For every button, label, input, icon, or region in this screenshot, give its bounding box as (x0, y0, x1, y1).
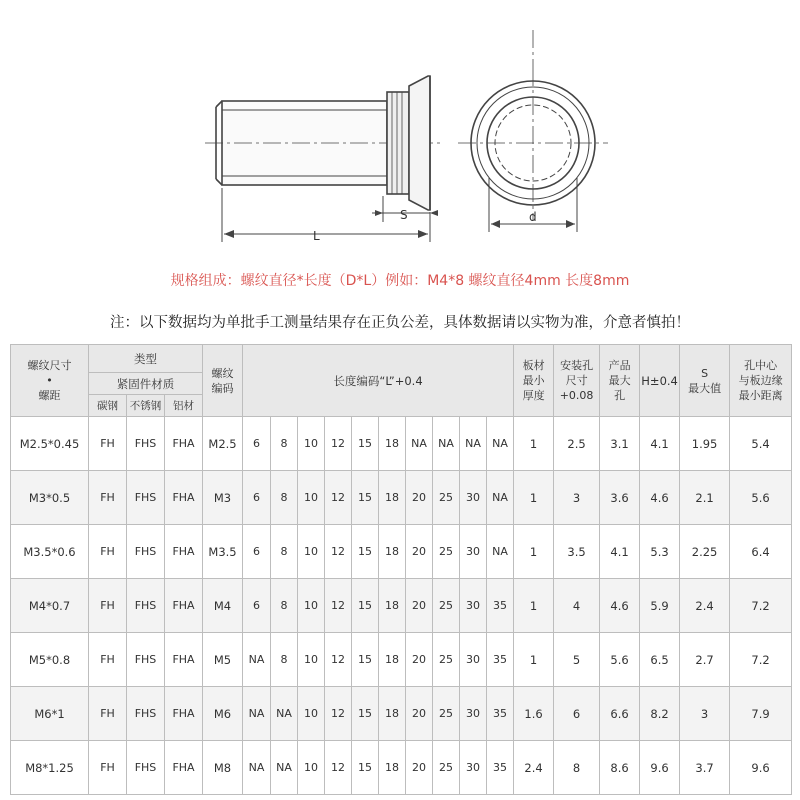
cell-edge-distance: 7.9 (730, 687, 792, 741)
cell-length: 25 (433, 579, 460, 633)
cell-length: 10 (298, 417, 325, 471)
cell-length: 20 (406, 579, 433, 633)
cell-product-max-hole: 8.6 (600, 741, 640, 795)
cell-length: 12 (325, 525, 352, 579)
cell-s-max: 3.7 (680, 741, 730, 795)
cell-h: 5.9 (640, 579, 680, 633)
cell-thread-size: M4*0.7 (11, 579, 89, 633)
table-row (11, 471, 792, 525)
cell-length: 25 (433, 633, 460, 687)
cell-length: NA (243, 741, 271, 795)
cell-length: NA (460, 417, 487, 471)
cell-thread-code: M8 (203, 741, 243, 795)
cell-length: 20 (406, 687, 433, 741)
cell-install-hole: 4 (554, 579, 600, 633)
cell-product-max-hole: 4.1 (600, 525, 640, 579)
cell-type: FHA (165, 579, 203, 633)
cell-length: 15 (352, 471, 379, 525)
header-stainless: 不锈钢 (127, 395, 165, 417)
cell-plate-thickness: 1 (514, 471, 554, 525)
cell-length: 12 (325, 471, 352, 525)
cell-install-hole: 6 (554, 687, 600, 741)
cell-plate-thickness: 2.4 (514, 741, 554, 795)
cell-length: 6 (243, 525, 271, 579)
cell-length: 18 (379, 417, 406, 471)
header-type: 类型 (89, 345, 203, 373)
cell-edge-distance: 6.4 (730, 525, 792, 579)
table-row (11, 525, 792, 579)
cell-length: 30 (460, 633, 487, 687)
cell-type: FH (89, 687, 127, 741)
s-dimension-label: S (400, 208, 408, 222)
header-carbon-steel: 碳钢 (89, 395, 127, 417)
cell-length: 18 (379, 741, 406, 795)
cell-h: 5.3 (640, 525, 680, 579)
cell-type: FH (89, 525, 127, 579)
cell-install-hole: 3.5 (554, 525, 600, 579)
cell-s-max: 2.25 (680, 525, 730, 579)
cell-h: 9.6 (640, 741, 680, 795)
cell-length: 15 (352, 417, 379, 471)
cell-product-max-hole: 5.6 (600, 633, 640, 687)
table-row (11, 633, 792, 687)
cell-length: 12 (325, 633, 352, 687)
cell-length: 8 (271, 525, 298, 579)
cell-length: NA (243, 633, 271, 687)
cell-length: 6 (243, 417, 271, 471)
cell-length: NA (433, 417, 460, 471)
cell-product-max-hole: 6.6 (600, 687, 640, 741)
stud-head (409, 76, 430, 210)
cell-length: 18 (379, 687, 406, 741)
cell-h: 8.2 (640, 687, 680, 741)
cell-length: 10 (298, 741, 325, 795)
cell-length: 25 (433, 471, 460, 525)
cell-length: 30 (460, 741, 487, 795)
cell-type: FH (89, 633, 127, 687)
cell-length: 25 (433, 687, 460, 741)
cell-length: 10 (298, 471, 325, 525)
cell-type: FHA (165, 471, 203, 525)
cell-thread-code: M3.5 (203, 525, 243, 579)
cell-type: FHS (127, 741, 165, 795)
cell-edge-distance: 5.4 (730, 417, 792, 471)
cell-thread-size: M3*0.5 (11, 471, 89, 525)
cell-length: 20 (406, 633, 433, 687)
header-length-code: 长度编码“L”+0.4 (243, 345, 514, 417)
cell-type: FHA (165, 633, 203, 687)
cell-length: 25 (433, 525, 460, 579)
cell-type: FHS (127, 633, 165, 687)
cell-length: NA (487, 525, 514, 579)
cell-length: 8 (271, 579, 298, 633)
table-row (11, 417, 792, 471)
cell-plate-thickness: 1 (514, 579, 554, 633)
cell-length: NA (487, 471, 514, 525)
cell-plate-thickness: 1 (514, 417, 554, 471)
cell-edge-distance: 7.2 (730, 633, 792, 687)
cell-length: 20 (406, 525, 433, 579)
cell-length: 10 (298, 525, 325, 579)
cell-length: 8 (271, 417, 298, 471)
cell-length: NA (487, 417, 514, 471)
cell-length: 30 (460, 525, 487, 579)
cell-type: FHA (165, 687, 203, 741)
cell-thread-code: M3 (203, 471, 243, 525)
cell-h: 6.5 (640, 633, 680, 687)
cell-type: FH (89, 579, 127, 633)
cell-length: 15 (352, 741, 379, 795)
measurement-note: 注：以下数据均为单批手工测量结果存在正负公差，具体数据请以实物为准，介意者慎拍！ (110, 315, 690, 331)
stud-technical-drawing (0, 0, 800, 262)
header-material: 紧固件材质 (89, 373, 203, 395)
cell-length: 10 (298, 633, 325, 687)
cell-product-max-hole: 3.1 (600, 417, 640, 471)
cell-product-max-hole: 4.6 (600, 579, 640, 633)
spec-table (10, 344, 792, 795)
cell-s-max: 3 (680, 687, 730, 741)
cell-type: FHS (127, 579, 165, 633)
cell-type: FH (89, 417, 127, 471)
cell-length: NA (406, 417, 433, 471)
cell-length: 20 (406, 741, 433, 795)
cell-thread-size: M8*1.25 (11, 741, 89, 795)
cell-install-hole: 5 (554, 633, 600, 687)
cell-install-hole: 2.5 (554, 417, 600, 471)
cell-thread-size: M6*1 (11, 687, 89, 741)
cell-s-max: 1.95 (680, 417, 730, 471)
l-dimension-label: L (313, 229, 320, 243)
table-row (11, 687, 792, 741)
cell-length: 30 (460, 579, 487, 633)
stud-collar (387, 92, 409, 194)
spec-format-line: 规格组成：螺纹直径*长度（D*L）例如：M4*8 螺纹直径4mm 长度8mm (170, 273, 630, 289)
cell-length: 10 (298, 579, 325, 633)
cell-length: 35 (487, 687, 514, 741)
cell-length: NA (271, 687, 298, 741)
cell-length: 12 (325, 579, 352, 633)
cell-length: 20 (406, 471, 433, 525)
cell-thread-size: M2.5*0.45 (11, 417, 89, 471)
cell-thread-size: M5*0.8 (11, 633, 89, 687)
cell-length: 30 (460, 471, 487, 525)
cell-length: 18 (379, 471, 406, 525)
cell-s-max: 2.1 (680, 471, 730, 525)
header-s-max: S 最大值 (680, 345, 730, 417)
table-row (11, 579, 792, 633)
cell-type: FH (89, 741, 127, 795)
spec-table-body (11, 417, 792, 795)
cell-type: FHS (127, 687, 165, 741)
cell-length: 8 (271, 633, 298, 687)
cell-s-max: 2.7 (680, 633, 730, 687)
cell-type: FHS (127, 417, 165, 471)
cell-length: 18 (379, 525, 406, 579)
cell-length: 8 (271, 471, 298, 525)
stud-end-view (458, 30, 608, 232)
cell-length: 6 (243, 471, 271, 525)
cell-edge-distance: 7.2 (730, 579, 792, 633)
cell-type: FHS (127, 471, 165, 525)
cell-length: 15 (352, 633, 379, 687)
cell-h: 4.1 (640, 417, 680, 471)
cell-h: 4.6 (640, 471, 680, 525)
cell-length: 12 (325, 741, 352, 795)
cell-thread-size: M3.5*0.6 (11, 525, 89, 579)
cell-length: 18 (379, 633, 406, 687)
cell-length: 30 (460, 687, 487, 741)
cell-plate-thickness: 1 (514, 525, 554, 579)
cell-thread-code: M6 (203, 687, 243, 741)
cell-thread-code: M2.5 (203, 417, 243, 471)
cell-thread-code: M5 (203, 633, 243, 687)
cell-thread-code: M4 (203, 579, 243, 633)
cell-length: 15 (352, 579, 379, 633)
header-aluminum: 铝材 (165, 395, 203, 417)
cell-length: 18 (379, 579, 406, 633)
cell-type: FHA (165, 525, 203, 579)
cell-product-max-hole: 3.6 (600, 471, 640, 525)
header-thread-code: 螺纹 编码 (203, 345, 243, 417)
cell-length: 6 (243, 579, 271, 633)
header-product-max-hole: 产品 最大 孔 (600, 345, 640, 417)
cell-edge-distance: 5.6 (730, 471, 792, 525)
cell-length: 25 (433, 741, 460, 795)
cell-length: NA (271, 741, 298, 795)
cell-length: 35 (487, 579, 514, 633)
cell-length: 35 (487, 741, 514, 795)
cell-type: FHA (165, 417, 203, 471)
cell-length: 12 (325, 417, 352, 471)
cell-length: 12 (325, 687, 352, 741)
cell-type: FHS (127, 525, 165, 579)
d-dimension-label: d (529, 210, 537, 224)
cell-length: 15 (352, 525, 379, 579)
cell-length: 10 (298, 687, 325, 741)
cell-s-max: 2.4 (680, 579, 730, 633)
header-edge-distance: 孔中心 与板边缘 最小距离 (730, 345, 792, 417)
cell-length: NA (243, 687, 271, 741)
cell-length: 35 (487, 633, 514, 687)
cell-install-hole: 3 (554, 471, 600, 525)
cell-plate-thickness: 1.6 (514, 687, 554, 741)
cell-type: FHA (165, 741, 203, 795)
table-row (11, 741, 792, 795)
cell-plate-thickness: 1 (514, 633, 554, 687)
cell-install-hole: 8 (554, 741, 600, 795)
header-install-hole: 安装孔 尺寸 +0.08 (554, 345, 600, 417)
cell-edge-distance: 9.6 (730, 741, 792, 795)
header-thread-size: 螺纹尺寸 • 螺距 (11, 345, 89, 417)
header-plate-thickness: 板材 最小 厚度 (514, 345, 554, 417)
header-h: H±0.4 (640, 345, 680, 417)
cell-length: 15 (352, 687, 379, 741)
cell-type: FH (89, 471, 127, 525)
